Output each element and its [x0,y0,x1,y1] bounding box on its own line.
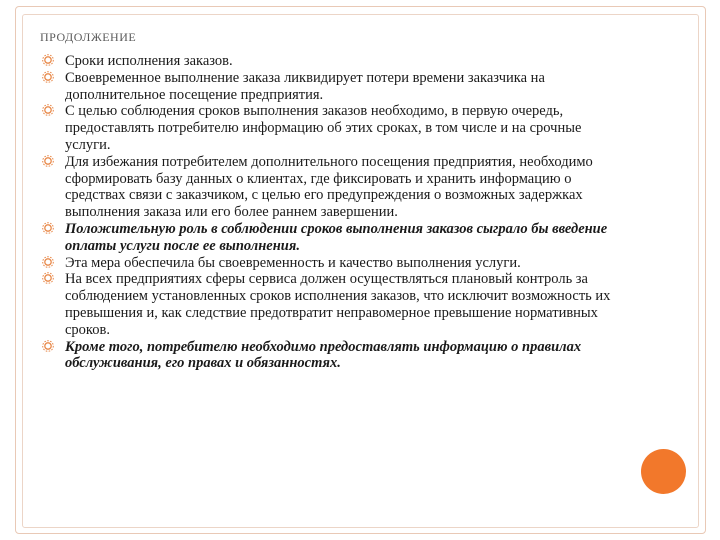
bullet-item [42,271,612,338]
bullet-item [42,255,612,272]
bullet-text: С целью соблюдения сроков выполнения заказов необходимо, в первую очередь, предоставлять потребителю информацию об этих сроках, в том числе и на срочные услуги. [65,103,582,153]
sun-bullet-icon [42,272,54,284]
bullet-text: Кроме того, потребителю необходимо предоставлять информацию о правилах обслуживания, его правах и обязанностях. [65,338,582,372]
sun-bullet-icon [42,71,54,83]
sun-bullet-icon [42,340,54,352]
bullet-item [42,154,612,221]
sun-bullet-icon [42,104,54,116]
bullet-list [42,53,612,372]
bullet-item-emphasized [42,339,612,373]
slide-title: ПРОДОЛЖЕНИЕ [40,30,137,44]
bullet-item-emphasized [42,221,612,255]
bullet-text: Своевременное выполнение заказа ликвидирует потери времени заказчика на дополнительное посещение предприятия. [65,69,545,103]
bullet-item [42,103,612,153]
bullet-text: Эта мера обеспечила бы своевременность и качество выполнения услуги. [65,254,521,271]
bullet-text: Для избежания потребителем дополнительного посещения предприятия, необходимо сформировать базу данных о клиентах, где фиксировать и хранить информацию о средствах связи с заказчиком, с целью его предупреждения о возможных задержках выполнения заказа или его более раннем завершении. [65,153,593,221]
bullet-item [42,70,612,104]
bullet-text: Сроки исполнения заказов. [65,53,233,69]
sun-bullet-icon [42,222,54,234]
sun-bullet-icon [42,256,54,268]
bullet-text: Положительную роль в соблюдении сроков выполнения заказов сыграло бы введение оплаты услуги после ее выполнения. [65,220,608,254]
bullet-item [42,53,612,70]
sun-bullet-icon [42,155,54,167]
bullet-text: На всех предприятиях сферы сервиса должен осуществляться плановый контроль за соблюдением установленных сроков исполнения заказов, что исключит возможность их превышения и, как следствие предотвратит неправомерное превышение нормативных сроков. [65,271,611,338]
sun-bullet-icon [42,54,54,66]
orange-circle-decoration [641,449,686,494]
